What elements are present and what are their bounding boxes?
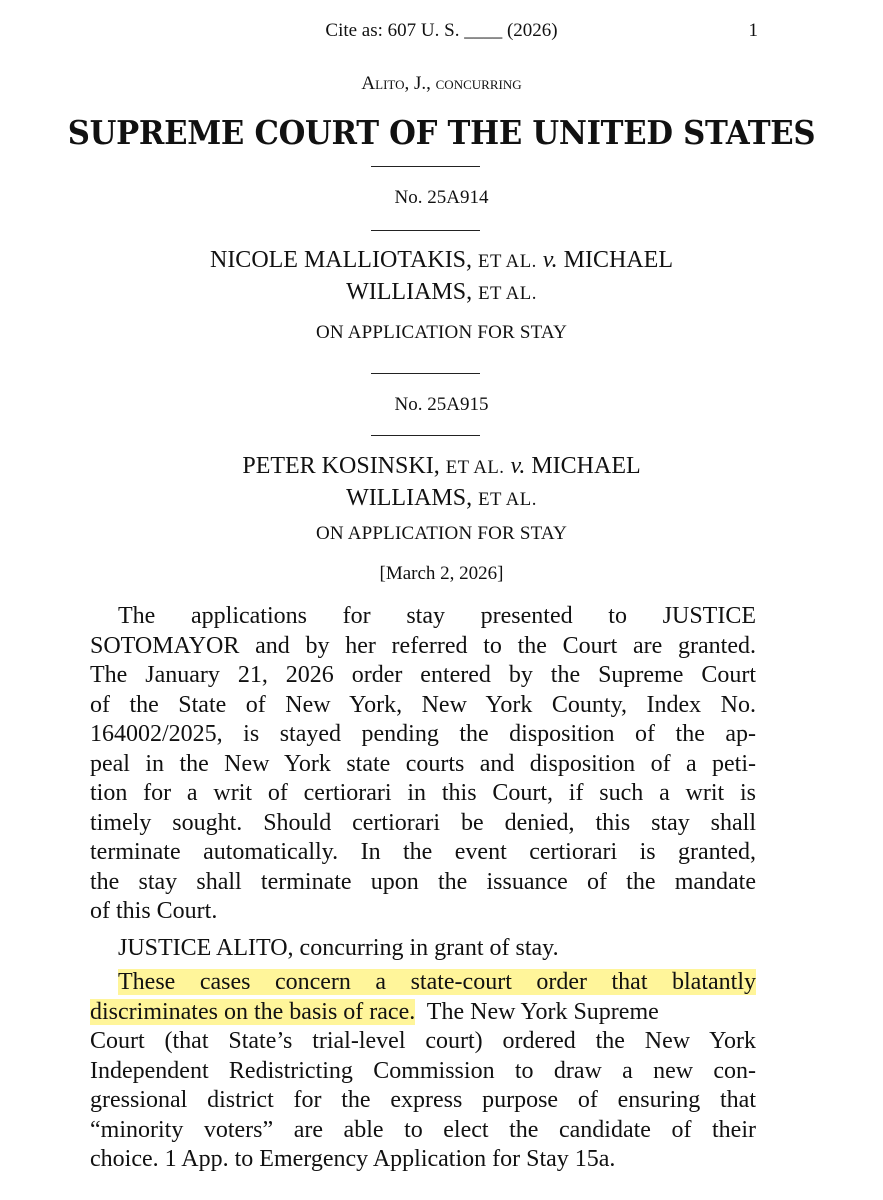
paragraph-line: Independent Redistricting Commission to draw a new con-: [90, 1057, 756, 1084]
paragraph-line: terminate automatically. In the event certiorari is granted,: [90, 839, 756, 865]
paragraph-line: gressional district for the express purpose of ensuring that: [90, 1087, 756, 1113]
divider-rule: [371, 373, 480, 374]
case-caption-1: [0, 245, 883, 309]
paragraph-line: The January 21, 2026 order entered by the Supreme Court: [90, 662, 756, 688]
et-al: ET AL.: [478, 489, 537, 510]
concurrence-intro: [90, 934, 756, 964]
docket-number-1: No. 25A914: [394, 187, 489, 208]
paragraph-line: The applications for stay presented to JUSTICE: [118, 603, 756, 629]
order-paragraph: [90, 602, 756, 927]
paragraph-line: SOTOMAYOR and by her referred to the Court are granted.: [90, 632, 756, 659]
et-al: ET AL.: [478, 283, 537, 304]
application-label-1: ON APPLICATION FOR STAY: [315, 322, 567, 343]
paragraph-line: choice. 1 App. to Emergency Application for Stay 15a.: [90, 1146, 616, 1172]
running-head: [0, 20, 883, 46]
party-name: PETER KOSINSKI,: [242, 453, 446, 479]
paragraph-line: timely sought. Should certiorari be denied, this stay shall: [90, 809, 756, 836]
party-name: WILLIAMS,: [346, 279, 479, 305]
paragraph-line: the stay shall terminate upon the issuance of the mandate: [90, 868, 756, 895]
application-label-2: ON APPLICATION FOR STAY: [315, 523, 567, 544]
paragraph-line: “minority voters” are able to elect the candidate of their: [90, 1116, 756, 1143]
party-name: MICHAEL: [525, 453, 641, 479]
paragraph-line: of the State of New York, New York County, Index No.: [90, 691, 756, 718]
docket-number-2: No. 25A915: [394, 394, 489, 415]
et-al: ET AL.: [478, 251, 537, 272]
party-name: MICHAEL: [557, 247, 673, 273]
paragraph-text: The New York Supreme: [415, 998, 659, 1025]
paragraph-line: [90, 968, 756, 998]
paragraph-line: [90, 998, 756, 1028]
opinion-type-text: Alito, J., concurring: [361, 73, 522, 94]
paragraph-line: Court (that State’s trial-level court) ordered the New York: [90, 1028, 756, 1054]
highlighted-text: These cases concern a state-court order that blatantly: [118, 969, 756, 995]
paragraph-line: peal in the New York state courts and disposition of a peti-: [90, 750, 756, 777]
concurrence-paragraph: [90, 968, 756, 1175]
highlighted-text: discriminates on the basis of race.: [90, 998, 416, 1025]
paragraph-line: 164002/2025, is stayed pending the disposition of the ap-: [90, 721, 756, 747]
citation: Cite as: 607 U. S. ____ (2026): [325, 20, 558, 41]
case-caption-2: [0, 451, 883, 515]
divider-rule: [371, 230, 480, 231]
court-title: SUPREME COURT OF THE UNITED STATES: [67, 113, 816, 152]
paragraph-line: tion for a writ of certiorari in this Court, if such a writ is: [90, 780, 756, 806]
divider-rule: [371, 166, 480, 167]
versus: v.: [504, 453, 526, 479]
et-al: ET AL.: [445, 457, 505, 478]
party-name: WILLIAMS,: [346, 485, 479, 511]
decision-date: [March 2, 2026]: [379, 563, 504, 584]
opinion-type-heading: [0, 73, 883, 95]
party-name: NICOLE MALLIOTAKIS,: [209, 247, 479, 273]
page-number: 1: [748, 20, 758, 41]
paragraph-line: of this Court.: [90, 898, 218, 924]
versus: v.: [536, 247, 558, 273]
divider-rule: [371, 435, 480, 436]
concurrence-heading: JUSTICE ALITO, concurring in grant of stay.: [118, 935, 559, 961]
